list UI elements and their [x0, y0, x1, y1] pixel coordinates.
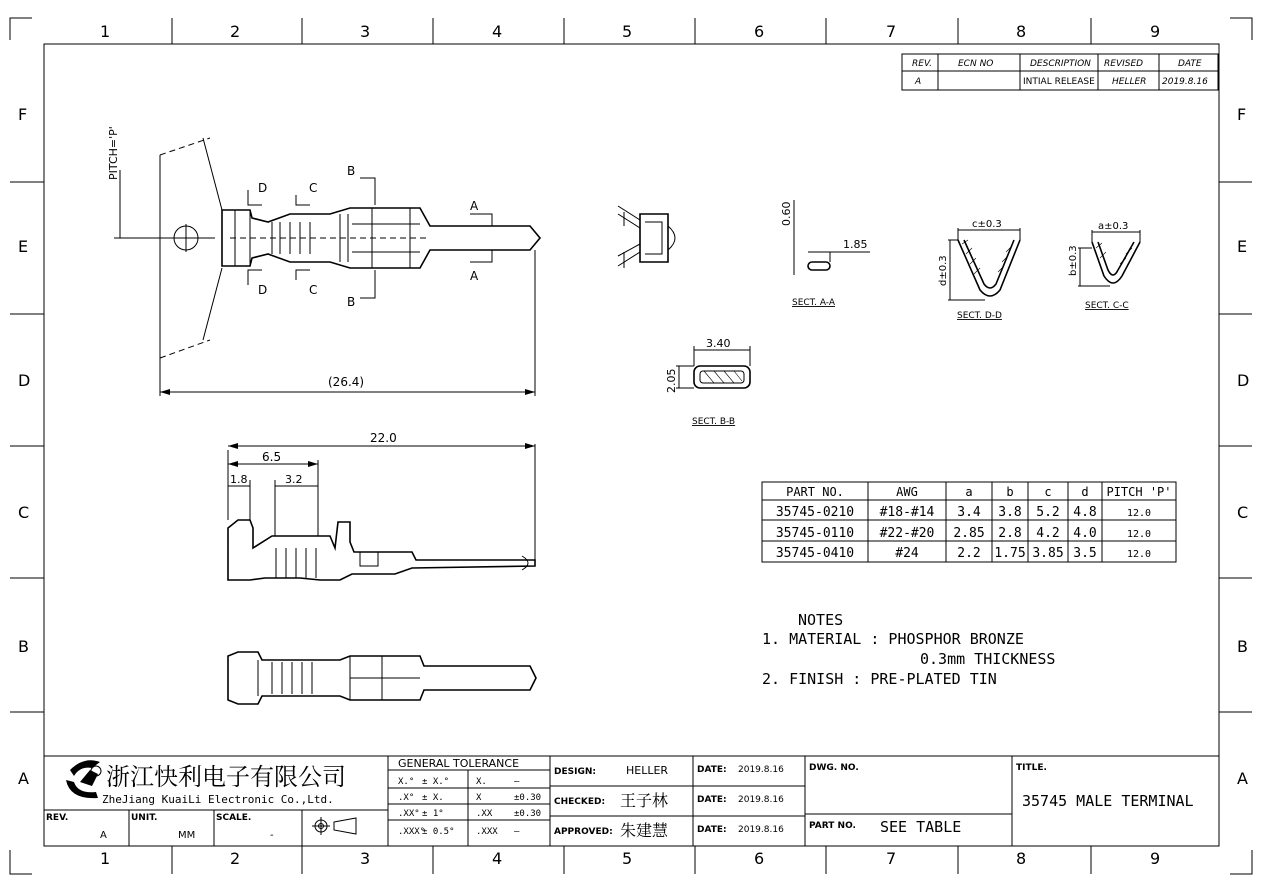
col-label: 5	[622, 22, 633, 41]
checked-label: CHECKED:	[554, 797, 606, 807]
section-mark-A: A	[470, 199, 479, 213]
top-view-terminal	[107, 126, 540, 396]
drawing-title: 35745 MALE TERMINAL	[1022, 792, 1194, 810]
col-label: 1	[100, 22, 111, 41]
zone-ticks	[10, 18, 1252, 874]
note-material: 1. MATERIAL : PHOSPHOR BRONZE	[762, 630, 1024, 648]
table-cell: 35745-0410	[775, 546, 855, 561]
date-label: DATE:	[697, 795, 727, 805]
side-crimp-length: 6.5	[262, 450, 282, 464]
unit-value: MM	[178, 830, 196, 841]
outer-corner-marks	[10, 18, 1252, 874]
row-label: B	[18, 637, 29, 656]
pitch-label: PITCH='P'	[107, 126, 120, 180]
table-cell: 4.8	[1073, 505, 1097, 520]
company-logo	[66, 760, 101, 798]
date-label: DATE:	[697, 765, 727, 775]
row-label: D	[1237, 371, 1250, 390]
row-label: E	[1237, 237, 1248, 256]
table-header: PART NO.	[786, 485, 844, 499]
description-header: DESCRIPTION	[1030, 59, 1091, 69]
table-header: AWG	[896, 485, 918, 499]
col-label: 8	[1016, 22, 1027, 41]
col-label: 7	[886, 849, 897, 868]
section-mark-C: C	[309, 283, 318, 297]
section-mark-C: C	[309, 181, 318, 195]
side-wire-length: 3.2	[285, 473, 303, 486]
rev-header: REV.	[912, 59, 932, 69]
title-label: TITLE.	[1016, 763, 1047, 773]
col-label: 5	[622, 849, 633, 868]
table-cell: #24	[895, 546, 919, 561]
design-date: 2019.8.16	[738, 765, 784, 775]
column-labels-bottom	[100, 849, 1160, 868]
bb-title: SECT. B-B	[692, 417, 736, 427]
column-labels-top	[100, 22, 1160, 41]
section-mark-D: D	[258, 283, 268, 297]
section-dd	[938, 219, 1020, 321]
tolerance-cell: .XX	[476, 809, 493, 819]
section-cc	[1068, 221, 1140, 311]
col-label: 9	[1150, 22, 1161, 41]
table-cell: 1.75	[994, 546, 1026, 561]
inner-border	[44, 44, 1219, 846]
table-cell: 3.8	[998, 505, 1022, 520]
aa-thickness: 0.60	[780, 201, 793, 226]
overall-length-dimension: (26.4)	[328, 375, 365, 389]
part-value: SEE TABLE	[880, 818, 962, 836]
checked-value: 王子林	[620, 791, 669, 810]
section-bb	[665, 337, 750, 427]
rev-value: A	[915, 77, 922, 87]
section-mark-B: B	[347, 295, 356, 309]
row-label: C	[1237, 503, 1249, 522]
col-label: 7	[886, 22, 897, 41]
date-value: 2019.8.16	[1162, 77, 1208, 87]
section-aa	[780, 200, 870, 308]
row-label: F	[18, 105, 28, 124]
tolerance-cell: ± 0.5°	[422, 827, 455, 837]
approved-label: APPROVED:	[554, 827, 613, 837]
table-cell: #22-#20	[879, 526, 935, 541]
col-label: 6	[754, 849, 765, 868]
company-name-en: ZheJiang KuaiLi Electronic Co.,Ltd.	[102, 793, 334, 806]
row-label: A	[18, 769, 29, 788]
table-cell: 2.2	[957, 546, 981, 561]
table-cell: 4.2	[1036, 526, 1060, 541]
row-label: A	[1237, 769, 1248, 788]
tolerance-cell: ± 1°	[422, 809, 444, 819]
table-header: b	[1006, 485, 1014, 499]
scale-label: SCALE.	[216, 813, 252, 823]
title-block	[44, 756, 1219, 846]
side-insulation-length: 1.8	[230, 473, 248, 486]
approved-value: 朱建慧	[620, 821, 669, 840]
tolerance-cell: ±0.30	[514, 793, 542, 803]
part-number-table	[762, 482, 1176, 562]
unit-label: UNIT.	[131, 813, 158, 823]
col-label: 1	[100, 849, 111, 868]
table-cell: 5.2	[1036, 505, 1060, 520]
date-label: DATE:	[697, 825, 727, 835]
notes-block	[762, 611, 1055, 688]
tolerance-cell: .X°	[398, 793, 415, 803]
table-cell: 2.8	[998, 526, 1022, 541]
col-label: 8	[1016, 849, 1027, 868]
bottom-view-terminal	[228, 652, 536, 704]
projection-symbol-icon	[312, 817, 356, 835]
row-label: D	[18, 371, 31, 390]
col-label: 3	[360, 849, 371, 868]
revision-block	[902, 54, 1218, 90]
col-label: 4	[492, 849, 503, 868]
scale-value: -	[270, 830, 274, 841]
notes-title: NOTES	[798, 611, 844, 629]
ecn-header: ECN NO	[958, 59, 994, 69]
table-cell: 4.0	[1073, 526, 1097, 541]
row-label: F	[1237, 105, 1247, 124]
rev-label: REV.	[46, 813, 69, 823]
col-label: 9	[1150, 849, 1161, 868]
cc-title: SECT. C-C	[1085, 301, 1129, 311]
col-label: 2	[230, 22, 241, 41]
cc-height: b±0.3	[1068, 245, 1079, 276]
tolerance-cell: —	[514, 777, 520, 787]
dd-title: SECT. D-D	[957, 311, 1002, 321]
table-cell: #18-#14	[879, 505, 935, 520]
note-finish: 2. FINISH : PRE-PLATED TIN	[762, 670, 997, 688]
note-thickness: 0.3mm THICKNESS	[920, 650, 1056, 668]
section-mark-D: D	[258, 181, 268, 195]
tolerance-title: GENERAL TOLERANCE	[398, 757, 520, 770]
checked-date: 2019.8.16	[738, 795, 784, 805]
revised-header: REVISED	[1104, 59, 1144, 69]
table-header: d	[1081, 485, 1089, 499]
col-label: 6	[754, 22, 765, 41]
tolerance-cell: .XX°	[398, 809, 420, 819]
section-mark-B: B	[347, 164, 356, 178]
table-header: c	[1044, 485, 1052, 499]
part-label: PART NO.	[809, 821, 856, 831]
revised-value: HELLER	[1112, 77, 1147, 87]
rev-value: A	[100, 830, 107, 841]
description-value: INTIAL RELEASE	[1023, 77, 1095, 87]
tolerance-cell: .XXX	[476, 827, 498, 837]
tolerance-cell: —	[514, 827, 520, 837]
aa-title: SECT. A-A	[792, 298, 836, 308]
table-cell: 12.0	[1126, 508, 1152, 519]
col-label: 3	[360, 22, 371, 41]
table-cell: 3.4	[957, 505, 981, 520]
table-cell: 2.85	[953, 526, 985, 541]
date-header: DATE	[1178, 59, 1202, 69]
dd-height: d±0.3	[938, 255, 949, 286]
design-value: HELLER	[626, 764, 669, 777]
design-label: DESIGN:	[554, 767, 596, 777]
cc-width: a±0.3	[1098, 221, 1129, 232]
row-label: B	[1237, 637, 1248, 656]
table-cell: 3.5	[1073, 546, 1097, 561]
table-cell: 35745-0110	[775, 526, 855, 541]
row-label: C	[18, 503, 30, 522]
bb-width: 3.40	[706, 337, 731, 350]
col-label: 4	[492, 22, 503, 41]
dwg-label: DWG. NO.	[809, 763, 859, 773]
aa-length: 1.85	[843, 238, 868, 251]
table-cell: 12.0	[1126, 529, 1152, 540]
tolerance-cell: X.	[476, 777, 487, 787]
approved-date: 2019.8.16	[738, 825, 784, 835]
table-cell: 12.0	[1126, 549, 1152, 560]
tolerance-cell: .XXX°	[398, 827, 426, 837]
col-label: 2	[230, 849, 241, 868]
table-header: a	[965, 485, 973, 499]
tolerance-cell: ±0.30	[514, 809, 542, 819]
table-header: PITCH 'P'	[1106, 485, 1172, 499]
end-view	[618, 206, 675, 268]
company-name-cn: 浙江快利电子有限公司	[106, 763, 346, 791]
bb-height: 2.05	[665, 368, 678, 393]
tolerance-cell: ± X.°	[422, 777, 450, 787]
row-label: E	[18, 237, 29, 256]
table-cell: 35745-0210	[775, 505, 855, 520]
side-total-length: 22.0	[370, 431, 397, 445]
tolerance-cell: X	[476, 793, 482, 803]
side-view-terminal	[228, 431, 535, 580]
table-cell: 3.85	[1032, 546, 1064, 561]
tolerance-cell: ± X.	[422, 793, 444, 803]
tolerance-cell: X.°	[398, 777, 415, 787]
dd-width: c±0.3	[972, 219, 1002, 230]
section-mark-A: A	[470, 269, 479, 283]
